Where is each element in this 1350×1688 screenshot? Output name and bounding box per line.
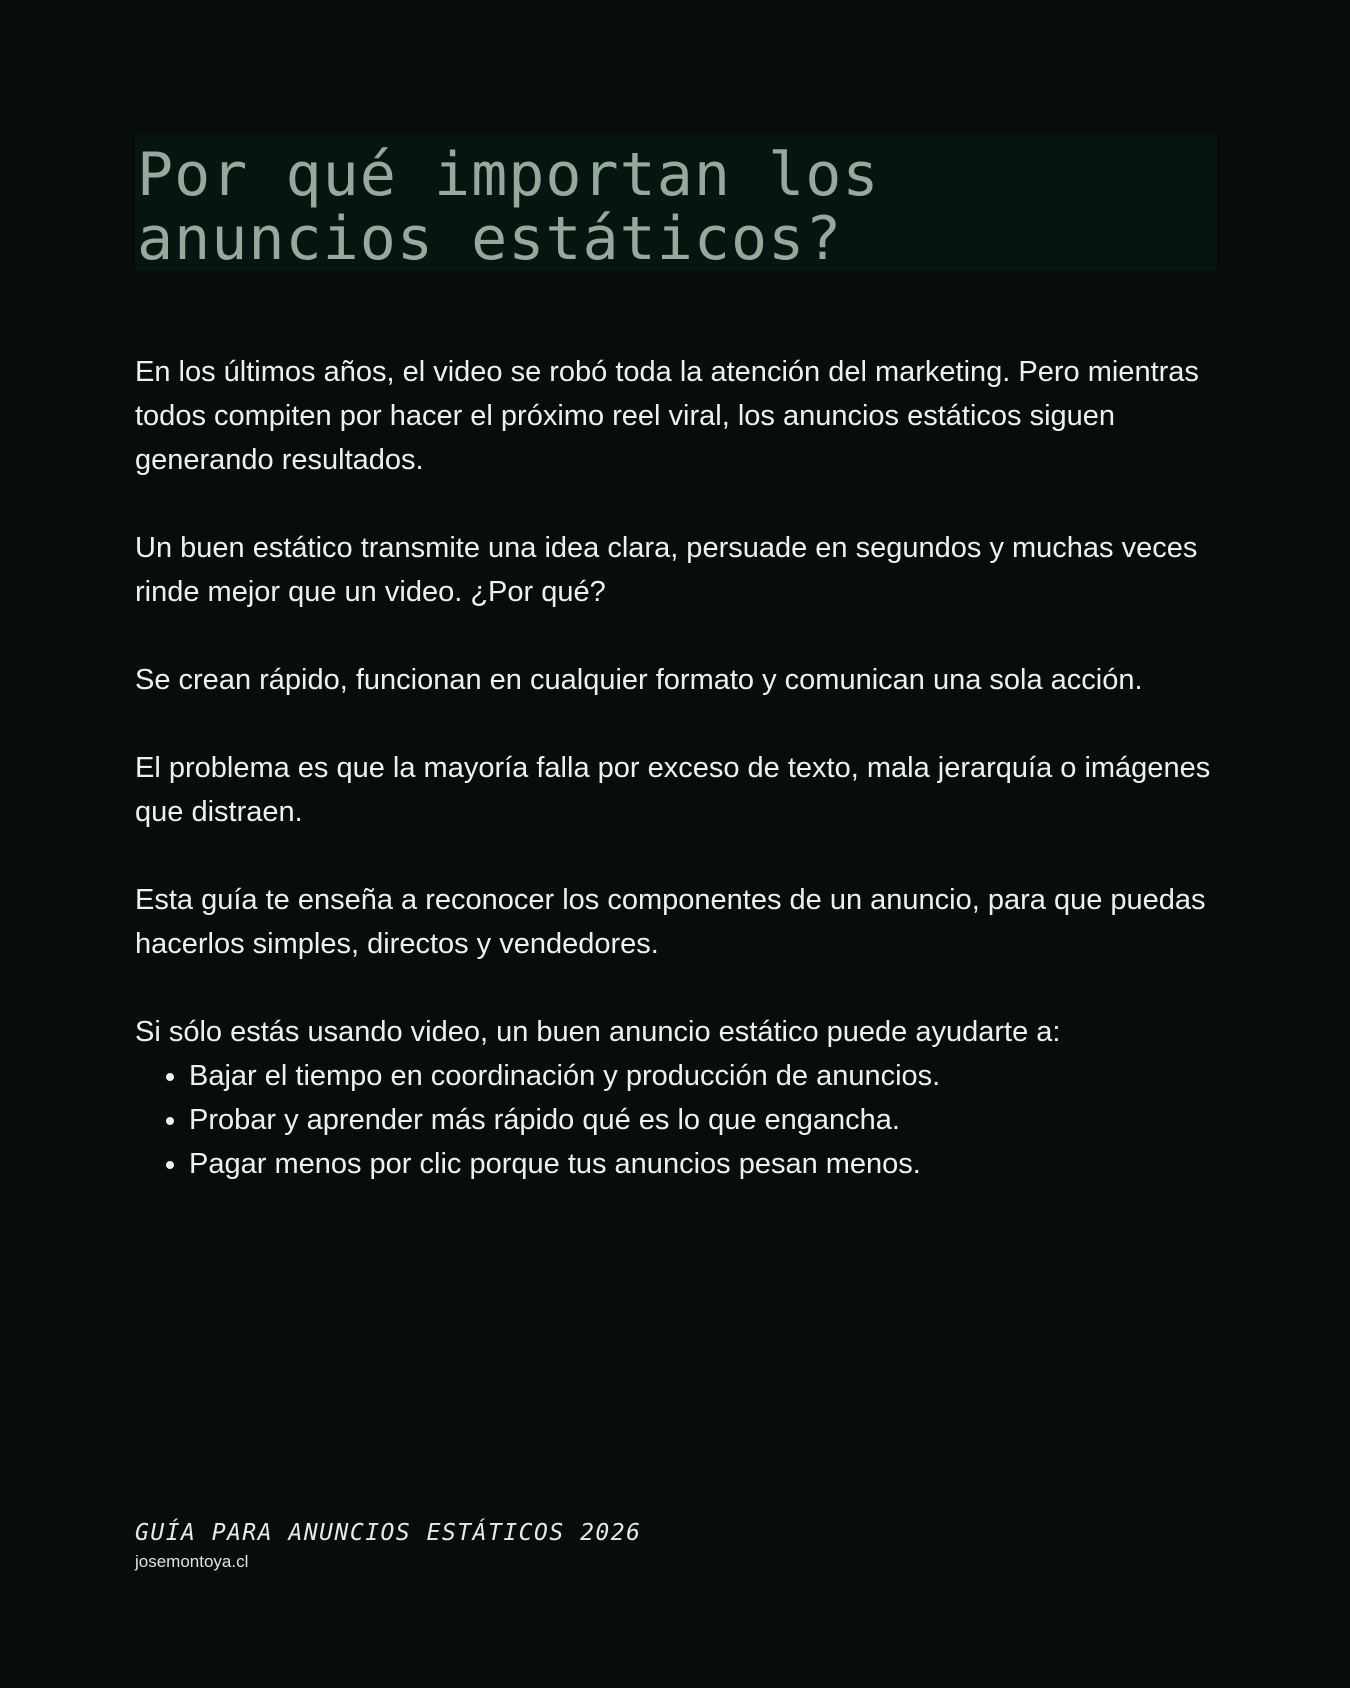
paragraph: Se crean rápido, funcionan en cualquier formato y comunican una sola acción. xyxy=(135,664,1143,696)
page-title-line-1: Por qué importan los xyxy=(137,140,880,210)
paragraph: El problema es que la mayoría falla por exceso de texto, mala jerarquía o imágenes que distraen. xyxy=(135,752,1211,828)
paragraph: En los últimos años, el video se robó toda la atención del marketing. Pero mientras todos compiten por hacer el próximo reel viral, los anuncios estáticos siguen generando resultados. xyxy=(135,356,1199,476)
list-item: • Bajar el tiempo en coordinación y producción de anuncios. xyxy=(189,1054,1225,1098)
footer-title: GUÍA PARA ANUNCIOS ESTÁTICOS 2026 xyxy=(135,1520,642,1546)
list-intro: Si sólo estás usando video, un buen anuncio estático puede ayudarte a: xyxy=(135,1016,1061,1048)
paragraph: Un buen estático transmite una idea clara, persuade en segundos y muchas veces rinde mejor que un video. ¿Por qué? xyxy=(135,532,1198,608)
list-item: • Pagar menos por clic porque tus anuncios pesan menos. xyxy=(189,1142,1225,1186)
body-text xyxy=(135,350,1225,1186)
page-title xyxy=(135,135,1217,274)
list-item: • Probar y aprender más rápido qué es lo que engancha. xyxy=(189,1098,1225,1142)
heading-band xyxy=(135,135,1217,274)
footer-url: josemontoya.cl xyxy=(135,1552,249,1571)
footer xyxy=(135,1518,641,1574)
benefits-list xyxy=(135,1054,1225,1186)
paragraph: Esta guía te enseña a reconocer los componentes de un anuncio, para que puedas hacerlos simples, directos y vendedores. xyxy=(135,884,1206,960)
page-title-line-2: anuncios estáticos? xyxy=(137,204,843,274)
